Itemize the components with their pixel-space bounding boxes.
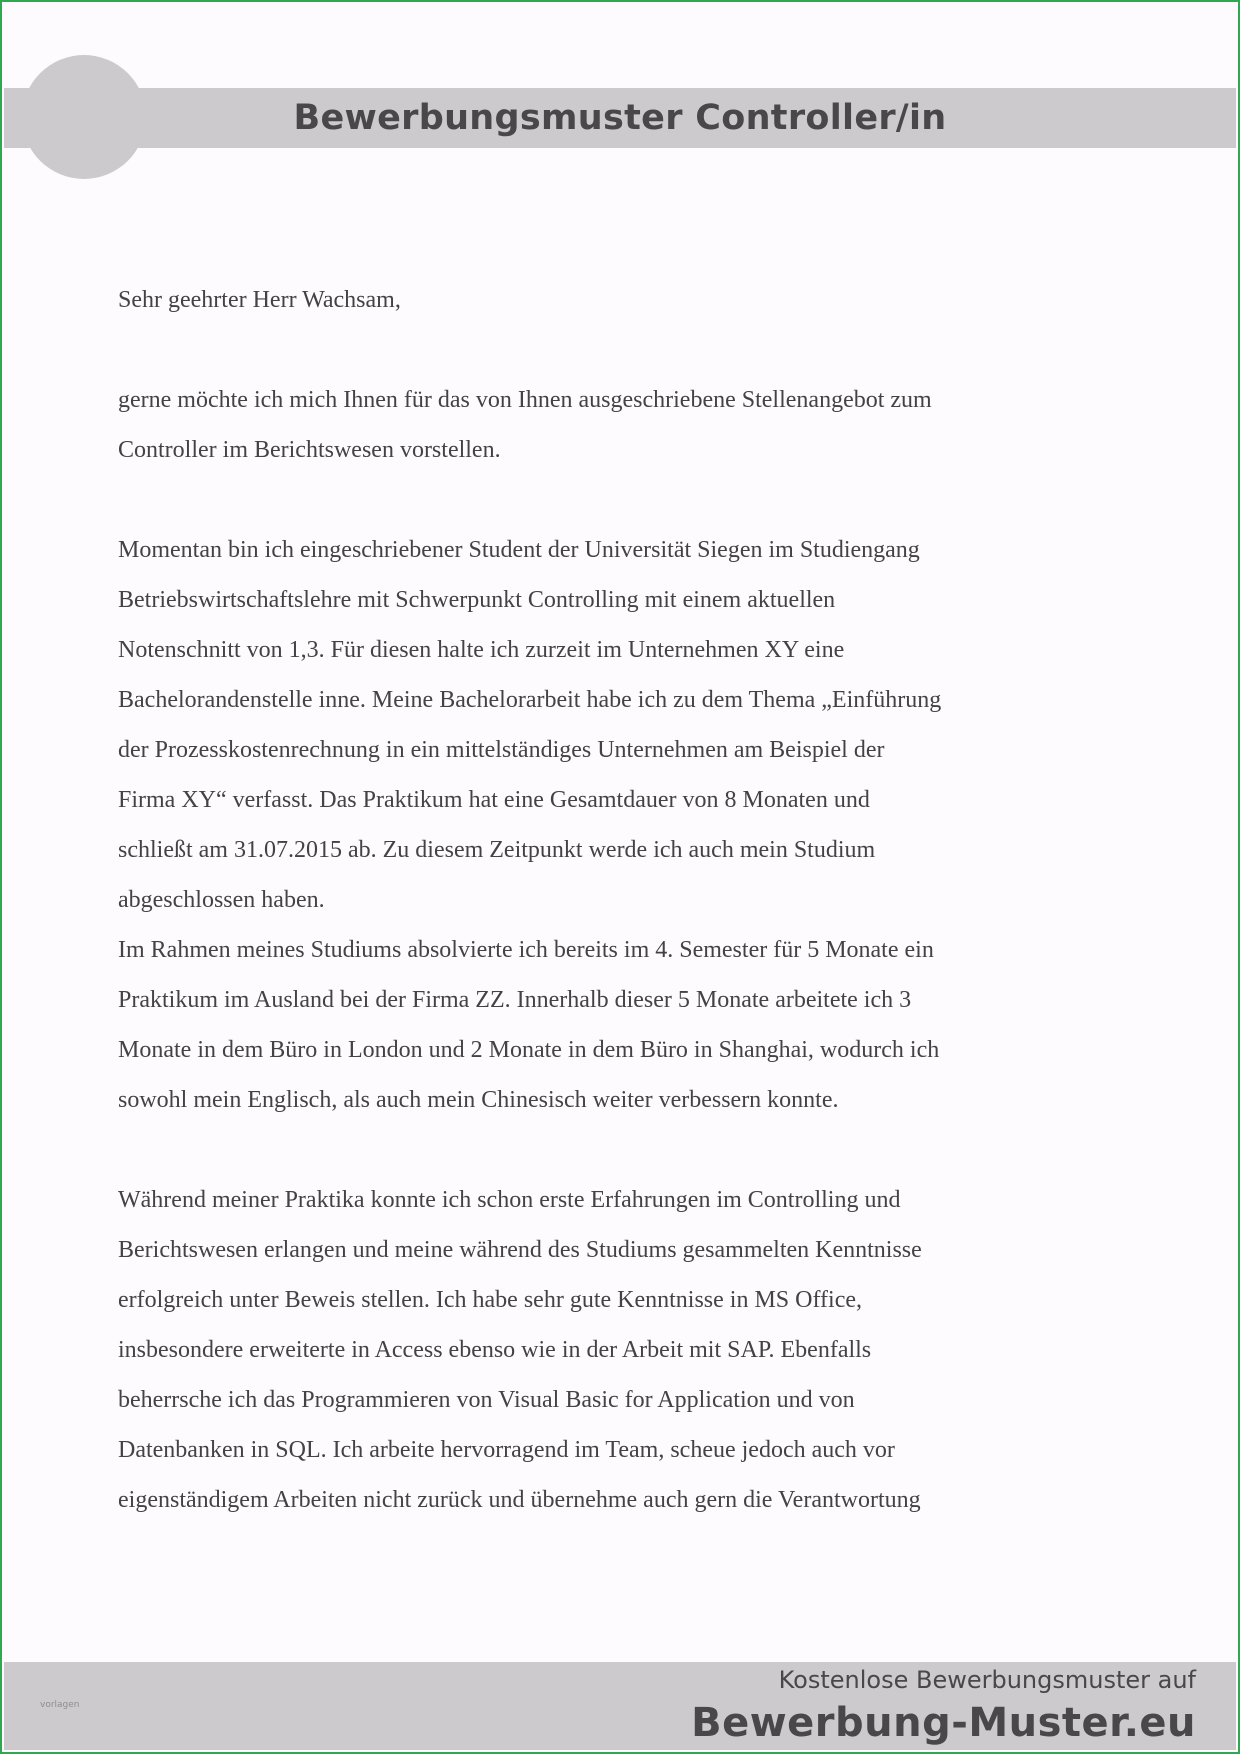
paragraph-intro: gerne möchte ich mich Ihnen für das von Ihnen ausgeschriebene Stellenangebot zum Controller im Berichtswesen vorstellen.: [118, 387, 932, 463]
footer-tagline: Kostenlose Bewerbungsmuster auf: [778, 1666, 1196, 1694]
footer-site-name[interactable]: Bewerbung-Muster.eu: [691, 1700, 1196, 1746]
paragraph-studies: Momentan bin ich eingeschriebener Student der Universität Siegen im Studiengang Betriebswirtschaftslehre mit Schwerpunkt Controlling mit einem aktuellen Notenschnitt von 1,3. Für diesen halte ich zurzeit im Unternehmen XY eine Bachelorandenstelle inne. Meine Bachelorarbeit habe ich zu dem Thema „Einführung der Prozesskostenrechnung in ein mittelständiges Unternehmen am Beispiel der Firma XY“ verfasst. Das Praktikum hat eine Gesamtdauer von 8 Monaten und schließt am 31.07.2015 ab. Zu diesem Zeitpunkt werde ich auch mein Studium abgeschlossen haben.: [118, 537, 942, 913]
page-title: Bewerbungsmuster Controller/in: [293, 98, 947, 138]
footer-watermark-text: vorlagen: [40, 1700, 80, 1710]
letter-body: [118, 275, 1128, 1525]
paragraph-skills: Während meiner Praktika konnte ich schon erste Erfahrungen im Controlling und Berichtswesen erlangen und meine während des Studiums gesammelten Kenntnisse erfolgreich unter Beweis stellen. Ich habe sehr gute Kenntnisse in MS Office, insbesondere erweiterte in Access ebenso wie in der Arbeit mit SAP. Ebenfalls beherrsche ich das Programmieren von Visual Basic for Application und von Datenbanken in SQL. Ich arbeite hervorragend im Team, scheue jedoch auch vor eigenständigem Arbeiten nicht zurück und übernehme auch gern die Verantwortung: [118, 1187, 922, 1513]
salutation: Sehr geehrter Herr Wachsam,: [118, 287, 401, 313]
paragraph-internship-abroad: Im Rahmen meines Studiums absolvierte ich bereits im 4. Semester für 5 Monate ein Praktikum im Ausland bei der Firma ZZ. Innerhalb dieser 5 Monate arbeitete ich 3 Monate in dem Büro in London und 2 Monate in dem Büro in Shanghai, wodurch ich sowohl mein Englisch, als auch mein Chinesisch weiter verbessern konnte.: [118, 937, 940, 1113]
